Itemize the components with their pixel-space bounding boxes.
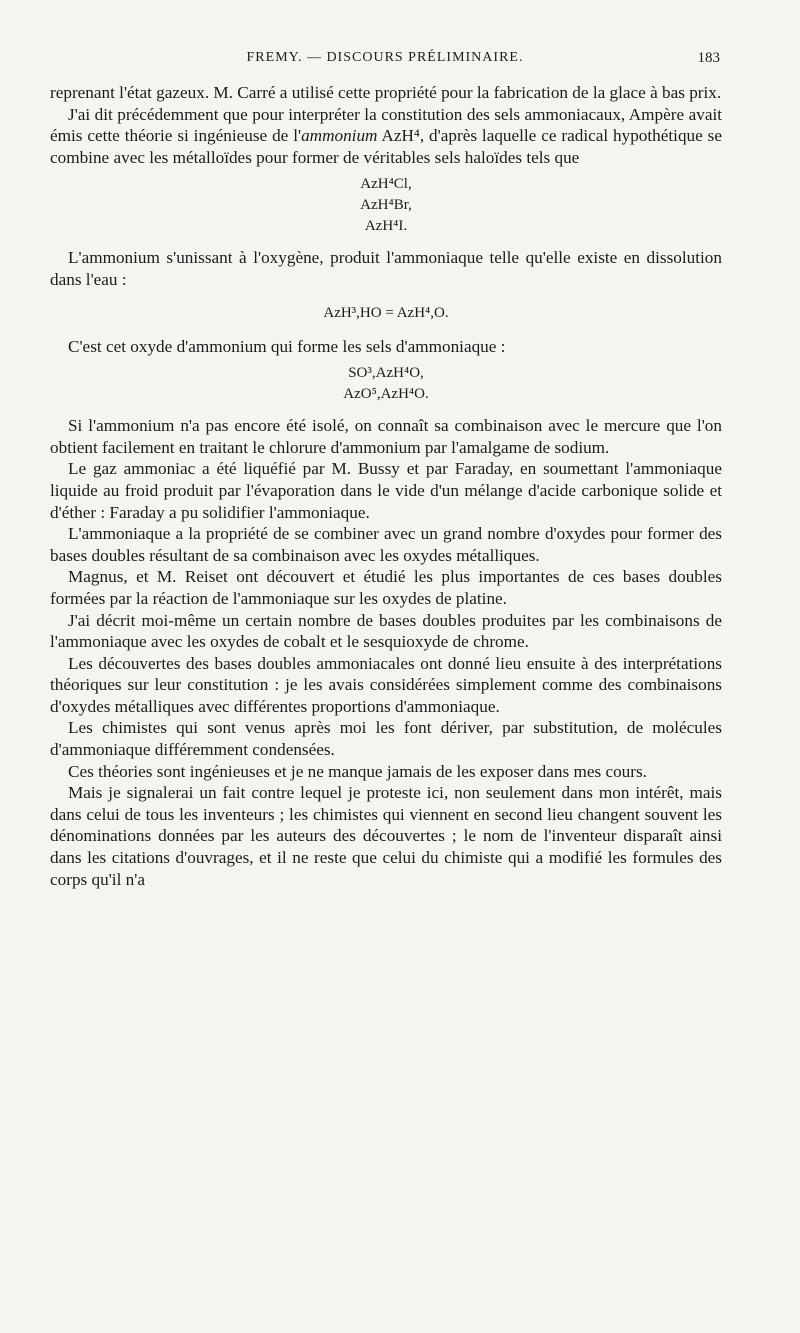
paragraph-1: reprenant l'état gazeux. M. Carré a utilisé cette propriété pour la fabrication de la glace à bas prix. <box>50 83 722 102</box>
paragraph-9: J'ai décrit moi-même un certain nombre de bases doubles produites par les combinaisons de l'ammoniaque avec les oxydes de cobalt et le sesquioxyde de chrome. <box>50 610 722 652</box>
formula-ammonia-equation: AzH³,HO = AzH⁴,O. <box>323 304 449 321</box>
formula-line: SO³,AzH⁴O, <box>348 365 424 382</box>
paragraph-5: Si l'ammonium n'a pas encore été isolé, on connaît sa combinaison avec le mercure que l'on obtient facilement en traitant le chlorure d'ammonium par l'amalgame de sodium. <box>50 416 722 457</box>
paragraph-10: Les découvertes des bases doubles ammoniacales ont donné lieu ensuite à des interprétations théoriques sur leur constitution : je les avais considérées simplement comme des combinaisons d'oxydes métalliques avec différentes proportions d'ammoniaque. <box>50 653 722 716</box>
formula-line: AzH⁴I. <box>364 218 408 235</box>
formula-block-ammonium-salts <box>50 365 722 403</box>
paragraph-2 <box>50 104 722 169</box>
paragraph-13: Mais je signalerai un fait contre lequel je proteste ici, non seulement dans mon intérêt, mais dans celui de tous les inventeurs ; les chimistes qui viennent en second lieu changent souvent les dénominations données par les auteurs des découvertes ; le nom de l'inventeur disparaît ainsi dans les citations d'ouvrages, et il ne reste que celui du chimiste qui a modifié les formules des corps qu'il n'a <box>50 783 722 889</box>
formula-line: AzO⁵,AzH⁴O. <box>343 386 429 403</box>
paragraph-7: L'ammoniaque a la propriété de se combiner avec un grand nombre d'oxydes pour former des bases doubles résultant de sa combinaison avec les oxydes métalliques. <box>50 524 722 565</box>
body-text <box>50 82 722 890</box>
paragraph-6: Le gaz ammoniac a été liquéfié par M. Bussy et par Faraday, en soumettant l'ammoniaque liquide au froid produit par l'évaporation dans le vide d'un mélange d'acide carbonique solide et d'éther : Faraday a pu solidifier l'ammoniaque. <box>50 459 722 522</box>
paragraph-8: Magnus, et M. Reiset ont découvert et étudié les plus importantes de ces bases doubles formées par la réaction de l'ammoniaque sur les oxydes de platine. <box>50 567 722 608</box>
paragraph-11: Les chimistes qui sont venus après moi les font dériver, par substitution, de molécules d'ammoniaque différemment condensées. <box>50 718 722 760</box>
running-head: FREMY. — DISCOURS PRÉLIMINAIRE. <box>246 50 524 65</box>
formula-line: AzH⁴Cl, <box>360 176 412 193</box>
paragraph-2-part-b: AzH⁴, d'après laquelle ce radical hypothétique se combine avec les métalloïdes pour former de véritables sels haloïdes tels que <box>50 126 722 167</box>
paragraph-12: Ces théories sont ingénieuses et je ne manque jamais de les exposer dans mes cours. <box>68 761 647 781</box>
paragraph-3: L'ammonium s'unissant à l'oxygène, produit l'ammoniaque telle qu'elle existe en dissolution dans l'eau : <box>50 248 722 289</box>
page-header <box>50 50 720 74</box>
formula-block-haloid-salts <box>50 176 722 235</box>
ammonium-term: ammonium <box>301 126 378 146</box>
page-number: 183 <box>697 50 720 66</box>
paragraph-2-part-a: J'ai dit précédemment que pour interpréter la constitution des sels ammoniacaux, Ampère avait émis cette théorie si ingénieuse de l' <box>50 104 722 146</box>
paragraph-4: C'est cet oxyde d'ammonium qui forme les sels d'ammoniaque : <box>68 336 506 356</box>
formula-line: AzH⁴Br, <box>360 197 412 214</box>
